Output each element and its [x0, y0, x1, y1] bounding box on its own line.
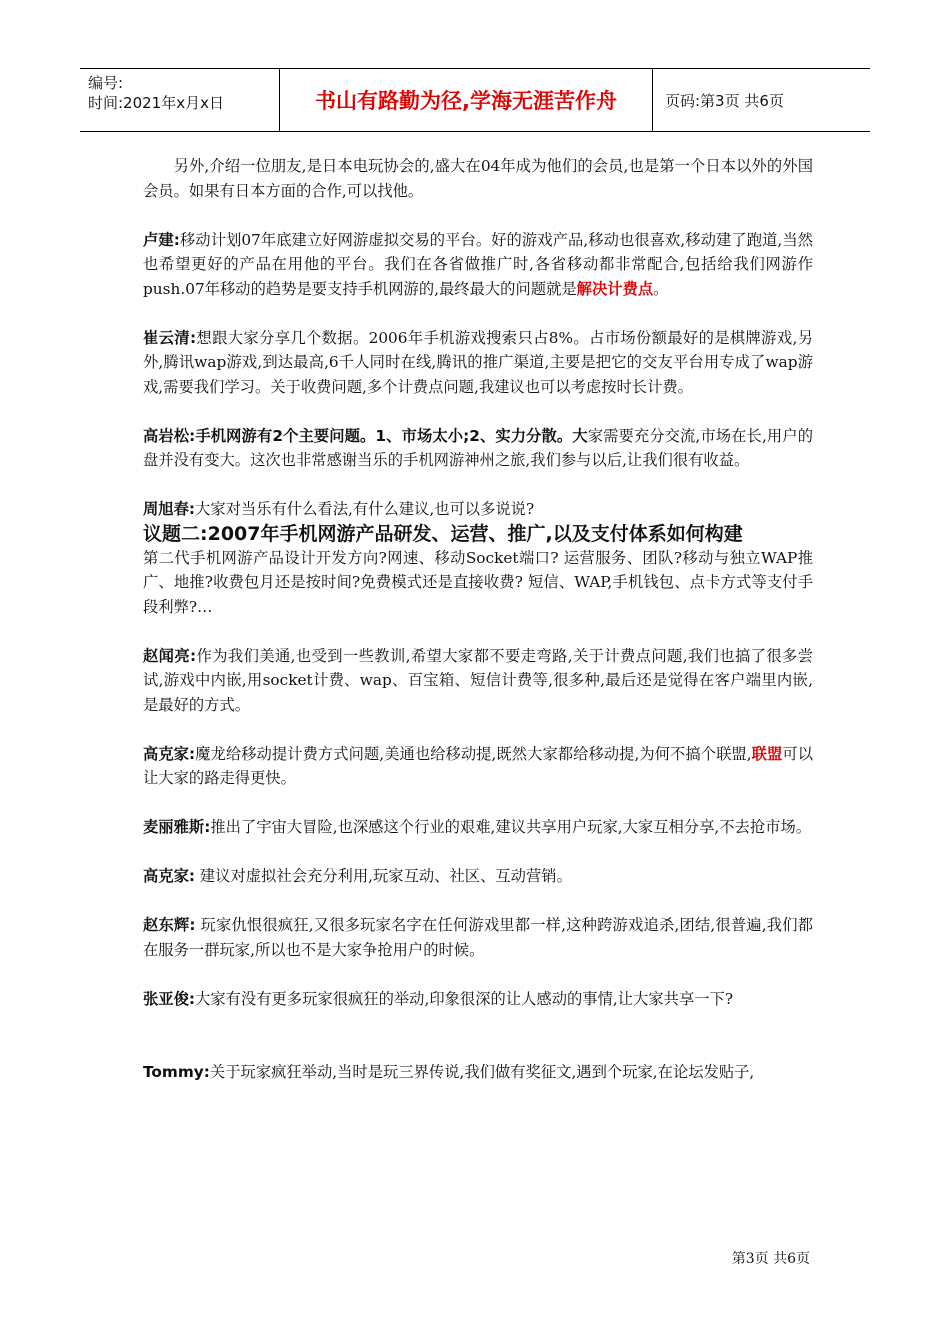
speech-text: 移动计划07年底建立好网游虚拟交易的平台。好的游戏产品,移动也很喜欢,移动建了跑道,当然也希望更好的产品在用他的平台。我们在各省做推广时,各省移动都非常配合,包括给我们网游作push.07年移动的趋势是要支持手机网游的,最终最大的问题就是 — [143, 230, 813, 298]
speech-text-end: 可以让大家的路走得更快。 — [143, 744, 813, 787]
speech-text: 作为我们美通,也受到一些教训,希望大家都不要走弯路,关于计费点问题,我们也搞了很多尝试,游戏中内嵌,用socket计费、wap、百宝箱、短信计费等,很多种,最后还是觉得在客户端里内嵌,是最好的方式。 — [143, 646, 814, 714]
speech-text: 家需要充分交流,市场在长,用户的盘并没有变大。这次也非常感谢当乐的手机网游神州之旅,我们参与以后,让我们很有收益。 — [143, 426, 813, 469]
speaker-paragraph — [143, 864, 813, 889]
speech-text: 大家有没有更多玩家很疯狂的举动,印象很深的让人感动的事情,让大家共享一下? — [195, 989, 734, 1008]
speaker-name: 高克家: — [143, 867, 196, 885]
time-label: 时间:2021年x月x日 — [88, 94, 224, 112]
speaker-paragraph — [143, 424, 813, 473]
speaker-paragraph — [143, 987, 813, 1012]
speech-text: 魔龙给移动提计费方式问题,美通也给移动提,既然大家都给移动提,为何不搞个联盟, — [195, 744, 752, 763]
speaker-paragraph — [143, 742, 813, 791]
speech-text: 玩家仇恨很疯狂,又很多玩家名字在任何游戏里都一样,这种跨游戏追杀,团结,很普遍,我们都在服务一群玩家,所以也不是大家争抢用户的时候。 — [143, 916, 813, 959]
speaker-paragraph — [143, 913, 813, 962]
header-motto: 书山有路勤为径,学海无涯苦作舟 — [280, 69, 653, 131]
speaker-paragraph — [143, 1060, 813, 1085]
speech-text: 建议对虚拟社会充分利用,玩家互动、社区、互动营销。 — [195, 867, 572, 885]
speaker-name: 张亚俊: — [143, 989, 196, 1008]
speaker-name: 麦丽雅斯: — [143, 818, 211, 836]
header-meta — [80, 69, 280, 131]
paragraph-intro: 另外,介绍一位朋友,是日本电玩协会的,盛大在04年成为他们的会员,也是第一个日本以外的外国会员。如果有日本方面的合作,可以找他。 — [143, 157, 813, 200]
speech-text: 关于玩家疯狂举动,当时是玩三界传说,我们做有奖征文,遇到个玩家,在论坛发贴子, — [209, 1063, 755, 1081]
page-header — [80, 68, 870, 132]
highlight-text: 联盟 — [751, 744, 783, 763]
speech-text: 想跟大家分享几个数据。2006年手机游戏搜索只占8%。占市场份额最好的是棋牌游戏,另外,腾讯wap游戏,到达最高,6千人同时在线,腾讯的推广渠道,主要是把它的交友平台用专成了wap游戏,需要我们学习。关于收费问题,多个计费点问题,我建议也可以考虑按时长计费。 — [143, 328, 813, 396]
highlight-text: 解决计费点 — [576, 279, 654, 298]
speaker-paragraph — [143, 497, 813, 522]
speaker-name: 高岩松: — [143, 426, 196, 445]
speaker-paragraph — [143, 228, 813, 302]
speaker-name: 高克家: — [143, 744, 196, 763]
serial-label: 编号: — [88, 74, 124, 92]
header-page-info: 页码:第3页 共6页 — [665, 91, 784, 110]
speaker-paragraph — [143, 815, 813, 840]
speaker-name: 崔云清: — [143, 328, 197, 347]
speech-text: 推出了宇宙大冒险,也深感这个行业的艰难,建议共享用户玩家,大家互相分享,不去抢市场。 — [210, 818, 812, 836]
document-body — [143, 154, 813, 1085]
topic-heading: 议题二:2007年手机网游产品研发、运营、推广,以及支付体系如何构建 — [143, 522, 743, 545]
speech-text-end: 。 — [653, 279, 669, 298]
speaker-paragraph — [143, 644, 813, 718]
speaker-name: 周旭春: — [143, 500, 196, 518]
speaker-name: Tommy: — [143, 1063, 210, 1081]
topic-description: 第二代手机网游产品设计开发方向?网速、移动Socket端口? 运营服务、团队?移动与独立WAP推广、地推?收费包月还是按时间?免费模式还是直接收费? 短信、WAP,手机钱包、点卡方式等支付手段利弊?… — [143, 548, 813, 616]
speaker-name: 赵闻亮: — [143, 646, 197, 665]
speaker-name: 赵东辉: — [143, 916, 196, 934]
bold-text: 手机网游有2个主要问题。1、市场太小;2、实力分散。大 — [195, 426, 588, 445]
speech-text: 大家对当乐有什么看法,有什么建议,也可以多说说? — [195, 500, 535, 518]
page-footer: 第3页 共6页 — [731, 1251, 810, 1267]
speaker-name: 卢建: — [143, 230, 180, 249]
speaker-paragraph — [143, 326, 813, 400]
